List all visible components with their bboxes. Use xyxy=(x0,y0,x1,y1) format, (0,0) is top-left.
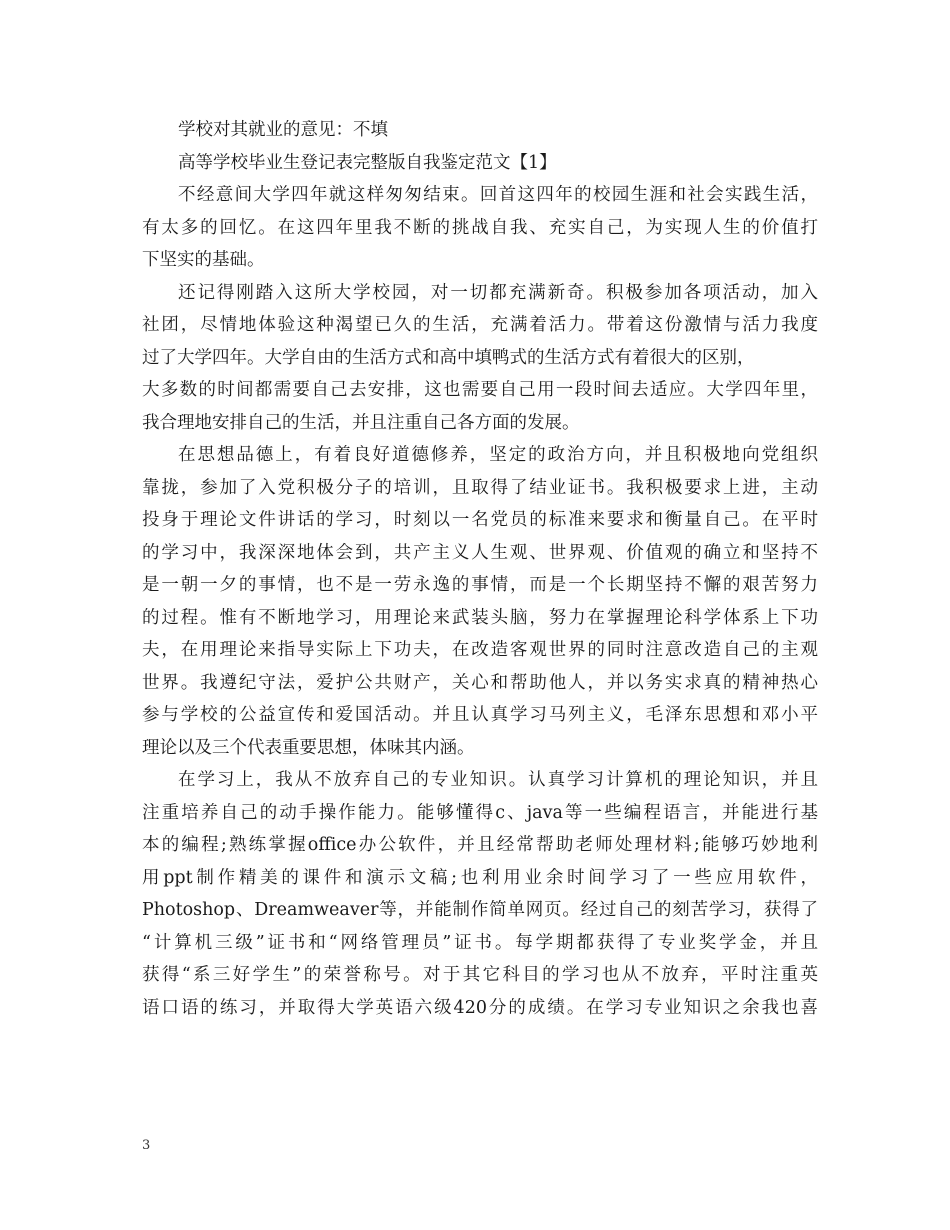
text-line: 参与学校的公益宣传和爱国活动。并且认真学习马列主义，毛泽东思想和邓小平 xyxy=(142,705,818,725)
text-line: 的学习中，我深深地体会到，共产主义人生观、世界观、价值观的确立和坚持不 xyxy=(142,542,818,563)
text-line: 理论以及三个代表重要思想，体味其内涵。 xyxy=(142,737,475,758)
text-line: 获得“系三好学生”的荣誉称号。对于其它科目的学习也从不放弃，平时注重英 xyxy=(142,965,818,985)
text-line: 用ppt制作精美的课件和演示文稿;也利用业余时间学习了一些应用软件， xyxy=(142,867,818,888)
text-line: 注重培养自己的动手操作能力。能够懂得c、java等一些编程语言，并能进行基 xyxy=(142,802,818,823)
text-line: “计算机三级”证书和“网络管理员”证书。每学期都获得了专业奖学金，并且 xyxy=(142,932,818,953)
text-line: 夫，在用理论来指导实际上下功夫，在改造客观世界的同时注意改造自己的主观 xyxy=(142,640,818,660)
text-line: 是一朝一夕的事情，也不是一劳永逸的事情，而是一个长期坚持不懈的艰苦努力 xyxy=(142,575,818,595)
text-line: 靠拢，参加了入党积极分子的培训，且取得了结业证书。我积极要求上进，主动 xyxy=(142,477,818,498)
text-line: 在学习上，我从不放弃自己的专业知识。认真学习计算机的理论知识，并且 xyxy=(178,770,818,790)
text-line: 语口语的练习，并取得大学英语六级420分的成绩。在学习专业知识之余我也喜 xyxy=(142,997,818,1018)
text-line: 投身于理论文件讲话的学习，时刻以一名党员的标准来要求和衡量自己。在平时 xyxy=(142,510,818,530)
text-line: 的过程。惟有不断地学习，用理论来武装头脑，努力在掌握理论科学体系上下功 xyxy=(142,607,818,628)
text-line: 社团，尽情地体验这种渴望已久的生活，充满着活力。带着这份激情与活力我度 xyxy=(142,315,818,335)
text-line: 下坚实的基础。 xyxy=(142,250,265,270)
text-line: 世界。我遵纪守法，爱护公共财产，关心和帮助他人，并以务实求真的精神热心 xyxy=(142,672,818,693)
text-line: 在思想品德上，有着良好道德修养，坚定的政治方向，并且积极地向党组织 xyxy=(178,445,818,465)
text-line: 本的编程;熟练掌握office办公软件，并且经常帮助老师处理材料;能够巧妙地利 xyxy=(142,835,818,855)
text-line: 还记得刚踏入这所大学校园，对一切都充满新奇。积极参加各项活动，加入 xyxy=(178,282,818,303)
text-line: Photoshop、Dreamweaver等，并能制作简单网页。经过自己的刻苦学习，获得了 xyxy=(142,900,818,920)
text-line: 大多数的时间都需要自己去安排，这也需要自己用一段时间去适应。大学四年里， xyxy=(142,380,818,400)
document-body xyxy=(142,114,818,1024)
text-line: 我合理地安排自己的生活，并且注重自己各方面的发展。 xyxy=(142,412,580,433)
text-line: 有太多的回忆。在这四年里我不断的挑战自我、充实自己，为实现人生的价值打 xyxy=(142,217,818,238)
page-number: 3 xyxy=(142,1138,151,1153)
text-line: 过了大学四年。大学自由的生活方式和高中填鸭式的生活方式有着很大的区别， xyxy=(142,347,755,368)
text-line: 学校对其就业的意见：不填 xyxy=(178,120,388,140)
section-heading: 高等学校毕业生登记表完整版自我鉴定范文【1】 xyxy=(178,152,557,173)
text-line: 不经意间大学四年就这样匆匆结束。回首这四年的校园生涯和社会实践生活， xyxy=(178,185,818,205)
